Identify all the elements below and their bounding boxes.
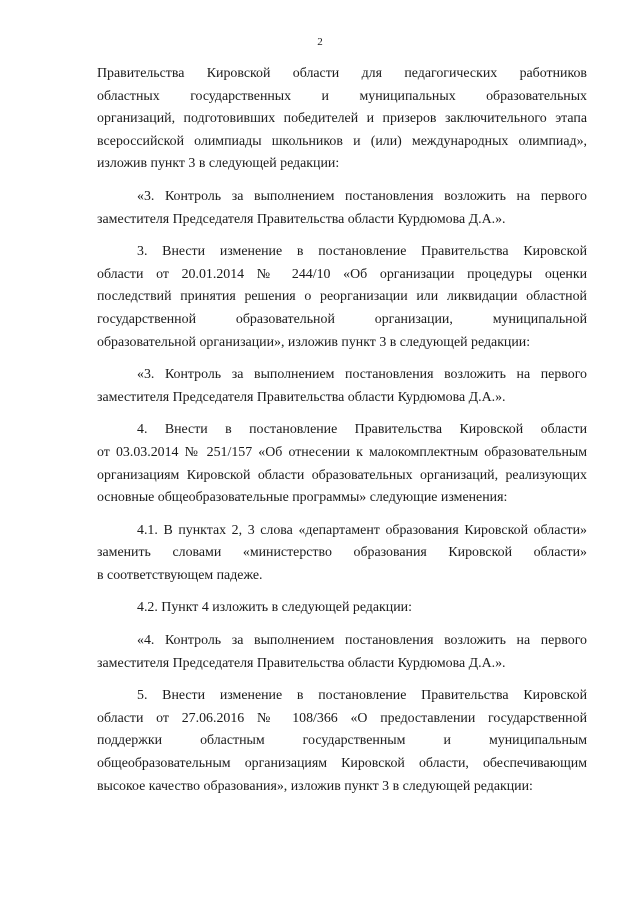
paragraph-item-3 <box>97 241 587 354</box>
text-line: 5. Внести изменение в постановление Правительства Кировской <box>137 688 587 704</box>
text-line: государственной образовательной организации, муниципальной <box>97 311 587 327</box>
paragraph-continuation <box>97 63 587 176</box>
text-line: 3. Внести изменение в постановление Правительства Кировской <box>137 244 587 260</box>
text-line: общеобразовательным организациям Кировской области, обеспечивающим <box>97 756 587 772</box>
paragraph-item-4-1 <box>97 520 587 588</box>
text-line: 4.2. Пункт 4 изложить в следующей редакции: <box>137 600 412 616</box>
text-line: заместителя Председателя Правительства области Курдюмова Д.А.». <box>97 211 506 227</box>
text-line: 4. Внести в постановление Правительства Кировской области <box>137 422 587 438</box>
document-body <box>97 63 587 798</box>
text-line: поддержки областным государственным и муниципальным <box>97 733 587 749</box>
text-line: основные общеобразовательные программы» следующие изменения: <box>97 490 508 506</box>
paragraph-quote-3 <box>97 630 587 675</box>
text-line: от 03.03.2014 № 251/157 «Об отнесении к малокомплектным образовательным <box>97 444 587 460</box>
paragraph-quote-2 <box>97 364 587 409</box>
text-line: «3. Контроль за выполнением постановления возложить на первого <box>137 367 587 383</box>
text-line: последствий принятия решения о реорганизации или ликвидации областной <box>97 289 587 305</box>
paragraph-item-4-2 <box>97 597 587 620</box>
text-line: высокое качество образования», изложив пункт 3 в следующей редакции: <box>97 778 533 794</box>
text-line: «3. Контроль за выполнением постановления возложить на первого <box>137 188 587 204</box>
paragraph-quote-1 <box>97 186 587 231</box>
page-number: 2 <box>317 36 323 48</box>
text-line: изложив пункт 3 в следующей редакции: <box>97 156 340 172</box>
paragraph-item-4 <box>97 419 587 509</box>
text-line: областных государственных и муниципальных образовательных <box>97 88 587 104</box>
text-line: «4. Контроль за выполнением постановления возложить на первого <box>137 633 587 649</box>
text-line: в соответствующем падеже. <box>97 567 263 583</box>
text-line: области от 20.01.2014 № 244/10 «Об организации процедуры оценки <box>97 266 587 282</box>
text-line: заместителя Председателя Правительства области Курдюмова Д.А.». <box>97 389 506 405</box>
text-line: образовательной организации», изложив пункт 3 в следующей редакции: <box>97 334 531 350</box>
text-line: заменить словами «министерство образования Кировской области» <box>97 545 587 561</box>
text-line: заместителя Председателя Правительства области Курдюмова Д.А.». <box>97 655 506 671</box>
text-line: организаций, подготовивших победителей и призеров заключительного этапа <box>97 111 587 127</box>
text-line: всероссийской олимпиады школьников и (или) международных олимпиад», <box>97 133 587 149</box>
text-line: организациям Кировской области образовательных организаций, реализующих <box>97 467 587 483</box>
text-line: Правительства Кировской области для педагогических работников <box>97 66 587 81</box>
text-line: области от 27.06.2016 № 108/366 «О предоставлении государственной <box>97 710 587 726</box>
text-line: 4.1. В пунктах 2, 3 слова «департамент образования Кировской области» <box>137 522 587 538</box>
paragraph-item-5 <box>97 685 587 798</box>
